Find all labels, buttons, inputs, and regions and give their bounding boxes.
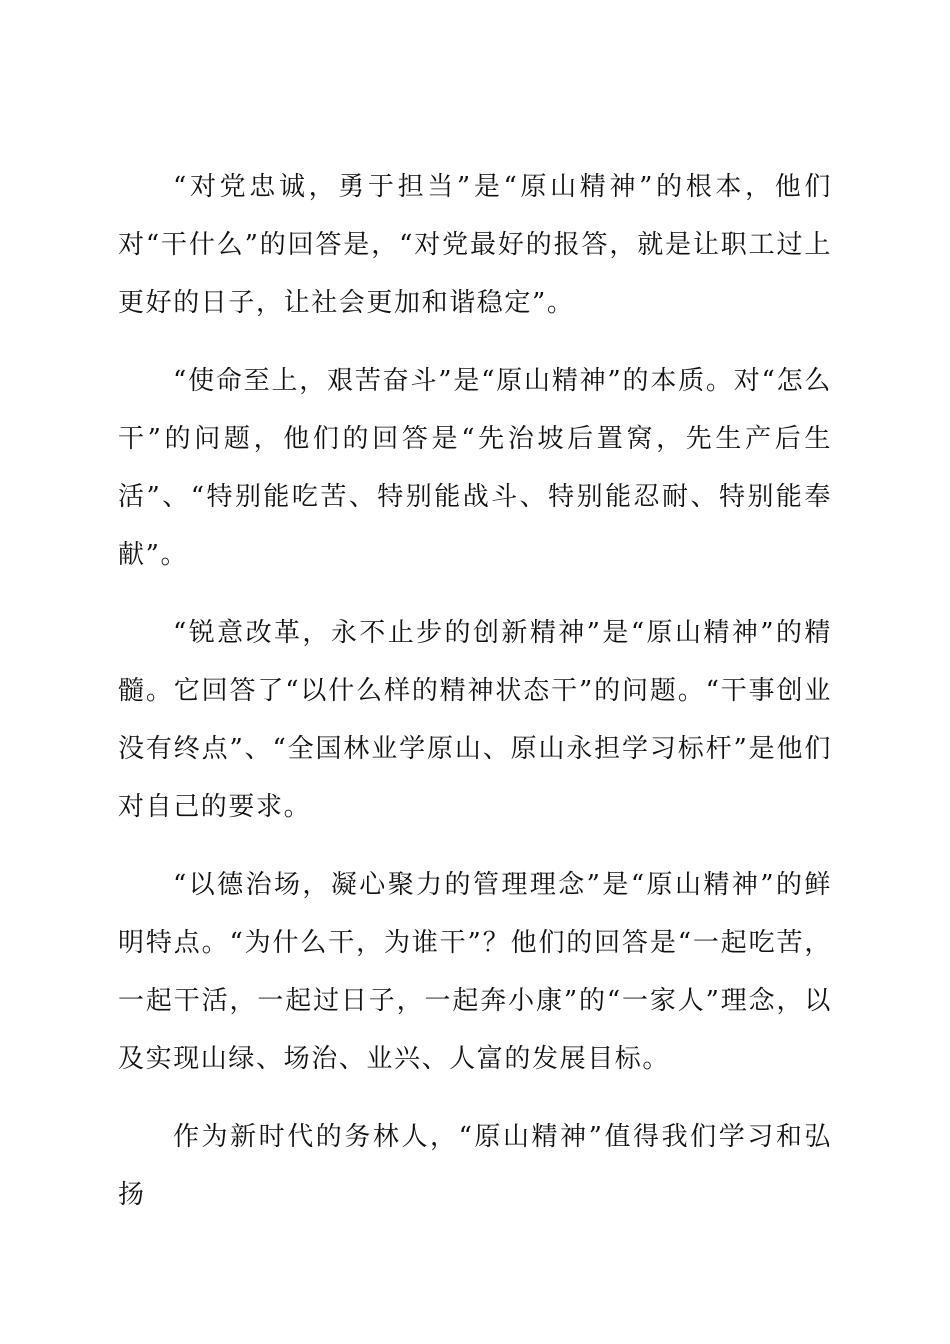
paragraph-2: “使命至上，艰苦奋斗”是“原山精神”的本质。对“怎么干”的问题，他们的回答是“先治坡后置窝，先生产后生活”、“特别能吃苦、特别能战斗、特别能忍耐、特别能奉献”。 — [118, 366, 832, 570]
document-page — [118, 158, 832, 1224]
paragraph-4: “以德治场，凝心聚力的管理理念”是“原山精神”的鲜明特点。“为什么干，为谁干”？他们的回答是“一起吃苦，一起干活，一起过日子，一起奔小康”的“一家人”理念，以及实现山绿、场治、业兴、人富的发展目标。 — [118, 870, 832, 1074]
paragraph-5: 作为新时代的务林人，“原山精神”值得我们学习和弘扬 — [118, 1122, 832, 1210]
paragraph-1: “对党忠诚，勇于担当”是“原山精神”的根本，他们对“干什么”的回答是，“对党最好的报答，就是让职工过上更好的日子，让社会更加和谐稳定”。 — [118, 172, 832, 318]
paragraph-3: “锐意改革，永不止步的创新精神”是“原山精神”的精髓。它回答了“以什么样的精神状态干”的问题。“干事创业没有终点”、“全国林业学原山、原山永担学习标杆”是他们对自己的要求。 — [118, 618, 832, 822]
